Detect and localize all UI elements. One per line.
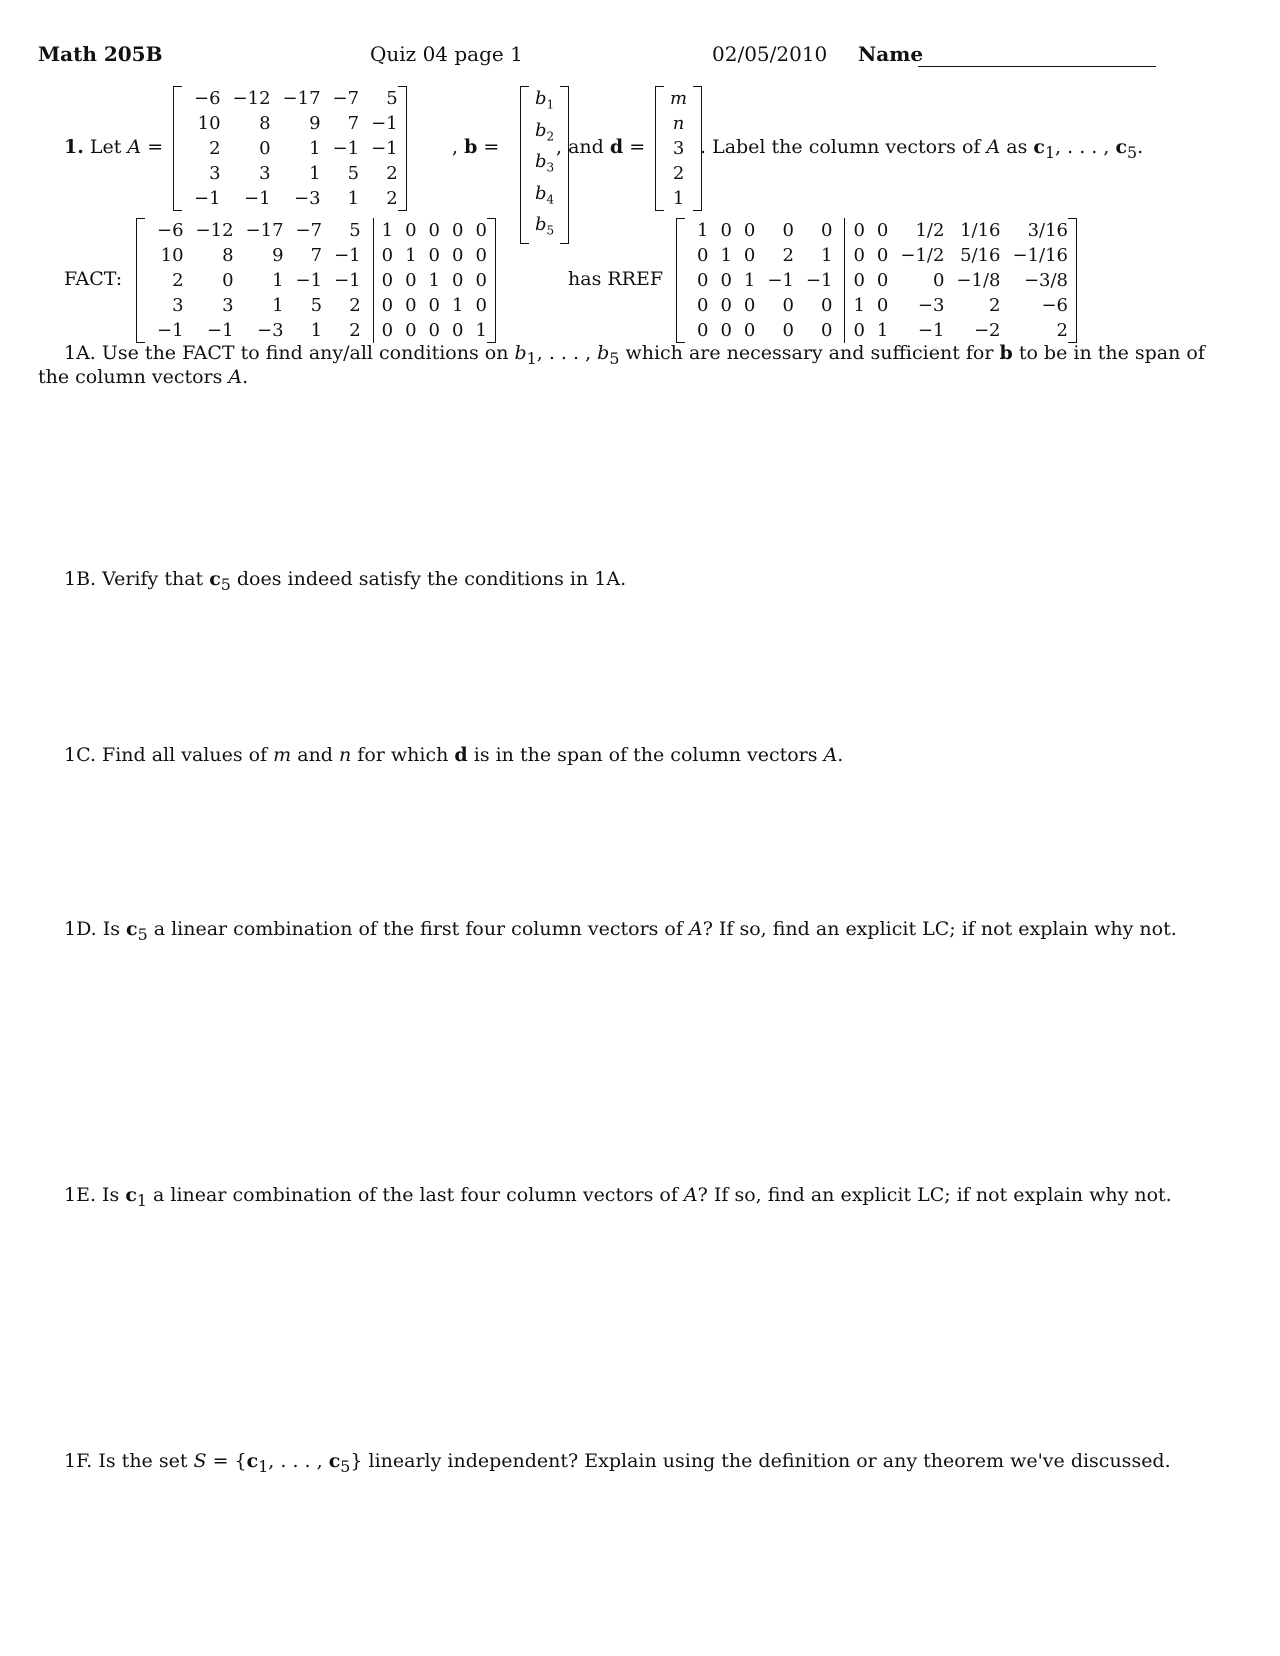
fact-right-cell: 0: [743, 245, 756, 266]
fact-left-cell: 2: [349, 295, 361, 316]
fact-left-cell: 0: [428, 295, 440, 316]
matrix-a-cell: −3: [294, 188, 321, 209]
course-title: Math 205B: [38, 42, 163, 66]
fact-right-cell: 0: [876, 245, 889, 266]
question-1e: 1E. Is $c_1$ a linear combination of the last four column vectors of A? If so, find an explicit LC; if not explain why not.: [64, 1184, 1172, 1210]
fact-right-row: [685, 218, 1068, 243]
matrix-a-cell: 8: [259, 113, 271, 134]
fact-left-cell: 3: [222, 295, 234, 316]
fact-right-cell: 0: [743, 295, 756, 316]
fact-right-cell: 0: [720, 320, 732, 341]
fact-right-cell: 0: [782, 320, 794, 341]
fact-left-cell: 1: [475, 320, 487, 341]
fact-right-cell: 0: [697, 295, 709, 316]
fact-right-cell: 2: [989, 295, 1001, 316]
fact-left-cell: 0: [452, 220, 464, 241]
matrix-a-cell: −12: [232, 88, 271, 109]
fact-left-cell: 0: [428, 320, 440, 341]
fact-right-cell: 0: [720, 270, 732, 291]
fact-right-cell: 1: [876, 320, 889, 341]
fact-right-cell: −3: [917, 295, 945, 316]
fact-right-cell: 0: [782, 220, 794, 241]
fact-right-row: [685, 293, 1068, 318]
b-symbol: , b =: [452, 136, 500, 158]
fact-left-cell: 9: [272, 245, 284, 266]
fact-right-cell: 1: [720, 245, 732, 266]
matrix-a-cell: −17: [282, 88, 321, 109]
fact-left-cell: 0: [475, 295, 487, 316]
fact-left-cell: 0: [475, 245, 487, 266]
fact-left-row: [145, 318, 487, 343]
matrix-a-cell: 1: [347, 188, 360, 209]
fact-right-cell: 0: [876, 220, 889, 241]
matrix-A: [173, 86, 407, 211]
vector-b-entry: $b_4$: [535, 182, 555, 207]
fact-right-cell: 0: [697, 245, 709, 266]
vector-b-entry: $b_1$: [535, 88, 555, 112]
fact-left-cell: 0: [475, 220, 487, 241]
fact-right-cell: 0: [743, 220, 756, 241]
fact-left-cell: −7: [295, 220, 323, 241]
fact-left-cell: 0: [452, 245, 464, 266]
vector-b-entry: $b_5$: [535, 214, 555, 238]
fact-right-cell: −1: [767, 270, 794, 291]
quiz-date: 02/05/2010: [712, 42, 828, 66]
matrix-a-cell: 3: [209, 163, 221, 184]
vector-d-entry: 1: [672, 188, 685, 209]
fact-left-cell: 5: [310, 295, 323, 316]
fact-right-cell: 0: [697, 270, 709, 291]
matrix-a-cell: 9: [309, 113, 321, 134]
matrix-a-row: [182, 86, 398, 111]
fact-left-cell: 0: [428, 220, 440, 241]
vector-d-entry: 3: [672, 138, 685, 159]
fact-right-cell: 0: [932, 270, 945, 291]
fact-right-row: [685, 268, 1068, 293]
fact-left-cell: 0: [452, 270, 464, 291]
fact-left-cell: −1: [334, 245, 361, 266]
fact-left-row: [145, 243, 487, 268]
fact-right-cell: 1/2: [915, 220, 945, 241]
fact-left-cell: 8: [222, 245, 234, 266]
matrix-a-cell: −1: [371, 138, 398, 159]
matrix-a-cell: 1: [309, 138, 321, 159]
fact-right-cell: 1: [845, 293, 865, 318]
fact-left-cell: 7: [310, 245, 323, 266]
matrix-a-cell: 0: [259, 138, 271, 159]
matrix-a-cell: 1: [309, 163, 321, 184]
question-1a-cont: the column vectors A.: [38, 366, 249, 388]
question-1f: 1F. Is the set $S = \{c_1$, . . . , $c_5$} linearly independent? Explain using the definition or any theorem we've discussed.: [64, 1450, 1171, 1476]
vector-b-entry: $b_2$: [535, 119, 555, 144]
fact-right-cell: −1/8: [956, 270, 1001, 291]
fact-right-cell: 1: [743, 270, 756, 291]
fact-left-cell: 3: [172, 295, 184, 316]
fact-left-cell: −3: [257, 320, 284, 341]
fact-right-cell: 0: [821, 220, 833, 241]
matrix-a-cell: 10: [197, 113, 221, 134]
fact-right-cell: −3/8: [1023, 270, 1068, 291]
fact-right-row: [685, 243, 1068, 268]
fact-right-cell: 0: [743, 320, 756, 341]
fact-right-cell: −1/16: [1012, 245, 1068, 266]
fact-left-cell: 10: [160, 245, 184, 266]
fact-right-cell: 0: [845, 243, 865, 268]
fact-left-cell: 0: [405, 295, 417, 316]
fact-right-cell: 0: [821, 320, 833, 341]
fact-right-cell: 0: [720, 220, 732, 241]
fact-left-cell: 0: [452, 320, 464, 341]
fact-left-cell: 2: [172, 270, 184, 291]
vector-d: [655, 86, 702, 211]
fact-right-cell: 1: [821, 245, 833, 266]
fact-left-cell: 1: [272, 270, 284, 291]
question-1c: 1C. Find all values of m and n for which d is in the span of the column vectors A.: [64, 744, 844, 766]
fact-right-cell: 0: [876, 270, 889, 291]
fact-right-cell: 1/16: [960, 220, 1001, 241]
matrix-a-cell: 2: [209, 138, 221, 159]
matrix-a-cell: −6: [194, 88, 221, 109]
fact-left-cell: 0: [405, 270, 417, 291]
fact-left-cell: 2: [349, 320, 361, 341]
matrix-a-cell: 5: [386, 88, 398, 109]
matrix-a-row: [182, 111, 398, 136]
fact-left-cell: 0: [373, 268, 393, 293]
fact-right-cell: 0: [697, 320, 709, 341]
question-1b: 1B. Verify that $c_5$ does indeed satisfy the conditions in 1A.: [64, 568, 627, 594]
fact-right-cell: 3/16: [1027, 220, 1068, 241]
fact-left-cell: −1: [334, 270, 361, 291]
fact-augmented-matrix: [136, 218, 496, 343]
fact-left-cell: −1: [295, 270, 323, 291]
label-columns-text: . Label the column vectors of A as $c_1$, . . . , $c_5$.: [700, 136, 1144, 162]
fact-label: FACT:: [64, 268, 123, 290]
vector-d-entry: n: [672, 113, 685, 134]
fact-left-row: [145, 218, 487, 243]
fact-right-cell: 0: [845, 268, 865, 293]
has-rref-label: has RREF: [568, 268, 664, 290]
quiz-title: Quiz 04 page 1: [370, 42, 523, 66]
matrix-a-cell: 3: [259, 163, 271, 184]
fact-right-cell: 0: [845, 218, 865, 243]
fact-left-cell: 5: [349, 220, 361, 241]
fact-right-cell: 0: [720, 295, 732, 316]
fact-right-cell: 5/16: [960, 245, 1001, 266]
fact-right-cell: 0: [876, 295, 889, 316]
vector-d-entry: m: [670, 88, 688, 109]
fact-right-cell: 0: [845, 318, 865, 343]
fact-left-cell: 0: [222, 270, 234, 291]
question-1a: 1A. Use the FACT to find any/all conditions on $b_1$, . . . , $b_5$ which are necessary and sufficient for b to be in the span of: [64, 342, 1205, 368]
fact-left-cell: 0: [373, 318, 393, 343]
fact-right-cell: 1: [697, 220, 709, 241]
fact-rref-matrix: [676, 218, 1077, 343]
matrix-a-cell: 2: [386, 163, 398, 184]
question-1d: 1D. Is $c_5$ a linear combination of the first four column vectors of A? If so, find an explicit LC; if not explain why not.: [64, 918, 1177, 944]
fact-right-cell: −1: [805, 270, 833, 291]
fact-right-cell: −6: [1041, 295, 1068, 316]
fact-right-cell: 0: [821, 295, 833, 316]
fact-right-cell: −1: [917, 320, 945, 341]
fact-right-cell: 2: [1056, 320, 1068, 341]
problem-1-label: 1. Let A =: [64, 136, 164, 158]
matrix-a-cell: −1: [371, 113, 398, 134]
vector-b-entry: $b_3$: [535, 151, 555, 175]
fact-left-cell: 0: [405, 320, 417, 341]
fact-left-cell: 1: [310, 320, 323, 341]
fact-left-cell: 1: [452, 295, 464, 316]
fact-left-row: [145, 268, 487, 293]
fact-left-cell: 1: [272, 295, 284, 316]
fact-left-cell: −6: [157, 220, 184, 241]
matrix-a-cell: −7: [332, 88, 360, 109]
fact-left-cell: 0: [475, 270, 487, 291]
matrix-a-cell: 7: [347, 113, 360, 134]
fact-left-cell: 1: [428, 270, 440, 291]
fact-left-cell: −12: [195, 220, 234, 241]
matrix-a-row: [182, 136, 398, 161]
vector-d-entry: 2: [672, 163, 685, 184]
fact-left-cell: 0: [373, 243, 393, 268]
fact-left-cell: 1: [373, 218, 393, 243]
matrix-a-cell: −1: [194, 188, 221, 209]
fact-left-cell: 0: [373, 293, 393, 318]
matrix-a-row: [182, 161, 398, 186]
matrix-a-cell: −1: [244, 188, 271, 209]
fact-left-cell: 1: [405, 245, 417, 266]
fact-left-cell: 0: [405, 220, 417, 241]
fact-left-row: [145, 293, 487, 318]
d-symbol: , and d =: [556, 136, 646, 158]
vector-b: [520, 86, 569, 244]
fact-right-cell: −1/2: [900, 245, 945, 266]
matrix-a-cell: −1: [332, 138, 360, 159]
fact-left-cell: 0: [428, 245, 440, 266]
matrix-a-cell: 2: [386, 188, 398, 209]
matrix-a-row: [182, 186, 398, 211]
fact-left-cell: −1: [207, 320, 234, 341]
fact-right-cell: 0: [782, 295, 794, 316]
fact-right-cell: 2: [782, 245, 794, 266]
matrix-a-cell: 5: [347, 163, 360, 184]
name-blank-line[interactable]: [918, 66, 1156, 67]
name-label: Name: [858, 42, 924, 66]
fact-left-cell: −1: [157, 320, 184, 341]
fact-right-cell: −2: [973, 320, 1001, 341]
fact-left-cell: −17: [245, 220, 284, 241]
fact-right-row: [685, 318, 1068, 343]
